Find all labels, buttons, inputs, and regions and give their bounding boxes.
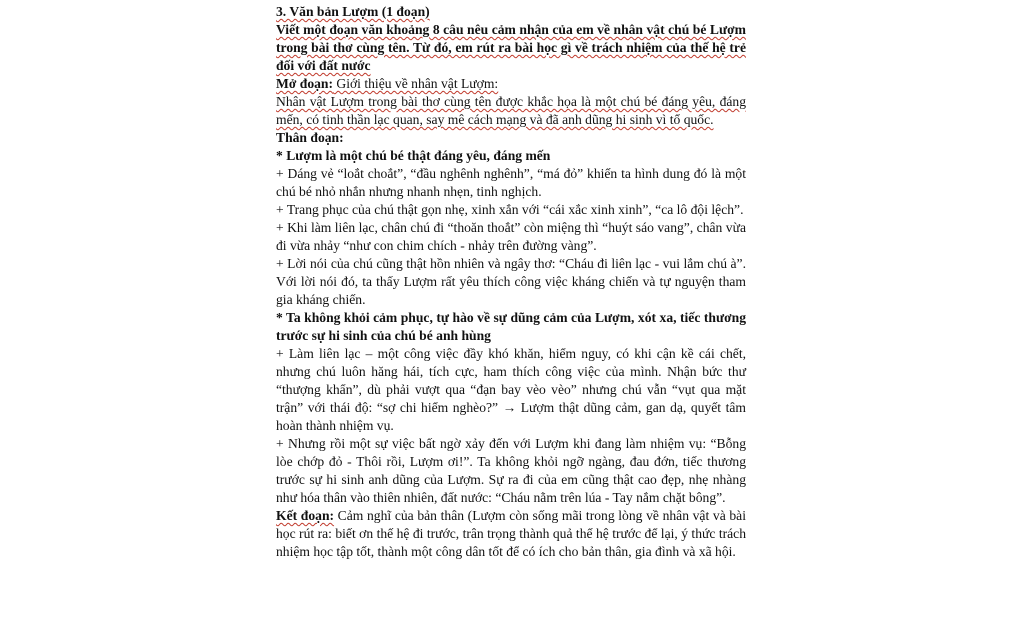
- point2-item: + Nhưng rồi một sự việc bất ngờ xảy đến với Lượm khi đang làm nhiệm vụ: “Bỗng lòe chớp đỏ - Thôi rồi, Lượm ơi!”. Ta không khỏi ngỡ ngàng, đau đớn, tiếc thương trước sự hi sinh anh dũng của Lượm. Sự ra đi của em cũng thật cao đẹp, nhẹ nhàng như hóa thân vào thiên nhiên, đất nước: “Cháu nằm trên lúa - Tay nắm chặt bông”.: [276, 436, 746, 505]
- point1-item: + Dáng vẻ “loắt choắt”, “đầu nghênh nghênh”, “má đỏ” khiến ta hình dung đó là một chú bé nhỏ nhắn nhưng nhanh nhẹn, tinh nghịch.: [276, 166, 746, 199]
- conclusion-text: Cảm nghĩ của bản thân (Lượm còn sống mãi trong lòng về nhân vật và bài học rút ra: biết ơn thế hệ đi trước, trân trọng thành quả thế hệ trước để lại, ý thức trách nhiệm học tập tốt, thành một công dân tốt để có ích cho bản thân, gia đình và xã hội.: [276, 508, 746, 559]
- point1-item: + Lời nói của chú cũng thật hồn nhiên và ngây thơ: “Cháu đi liên lạc - vui lắm chú à”. Với lời nói đó, ta thấy Lượm rất yêu thích công việc kháng chiến và tự nguyện tham gia kháng chiến.: [276, 256, 746, 307]
- point1-heading: * Lượm là một chú bé thật đáng yêu, đáng mến: [276, 148, 551, 163]
- document-page: [276, 3, 746, 561]
- point2-heading: * Ta không khỏi cảm phục, tự hào về sự dũng cảm của Lượm, xót xa, tiếc thương trước sự hi sinh của chú bé anh hùng: [276, 310, 746, 343]
- essay-prompt: Viết một đoạn văn khoảng 8 câu nêu cảm nhận của em về nhân vật chú bé Lượm trong bài thơ cùng tên. Từ đó, em rút ra bài học gì về trách nhiệm của thế hệ trẻ đối với đất nước: [276, 22, 746, 73]
- section-title: 3. Văn bản Lượm (1 đoạn): [276, 4, 430, 19]
- conclusion-line: [276, 507, 746, 561]
- intro-label: Mở đoạn:: [276, 76, 333, 91]
- body-label: Thân đoạn:: [276, 130, 344, 145]
- intro-body: Nhân vật Lượm trong bài thơ cùng tên được khắc họa là một chú bé đáng yêu, đáng mến, có tinh thần lạc quan, say mê cách mạng và đã anh dũng hi sinh vì tổ quốc.: [276, 94, 746, 127]
- point2-item: + Làm liên lạc – một công việc đầy khó khăn, hiểm nguy, có khi cận kề cái chết, nhưng chú luôn hăng hái, tích cực, ham thích công việc của mình. Nhận bức thư “thượng khẩn”, dù phải vượt qua “đạn bay vèo vèo” nhưng chú vẫn “vụt qua mặt trận” với thái độ: “sợ chi hiểm nghèo?” → Lượm thật dũng cảm, gan dạ, quyết tâm hoàn thành nhiệm vụ.: [276, 346, 746, 433]
- intro-text: Giới thiệu về nhân vật Lượm:: [333, 76, 499, 91]
- intro-line: [276, 75, 746, 93]
- conclusion-label: Kết đoạn:: [276, 508, 335, 523]
- point1-item: + Trang phục của chú thật gọn nhẹ, xinh xắn với “cái xắc xinh xinh”, “ca lô đội lệch”.: [276, 202, 744, 217]
- point1-item: + Khi làm liên lạc, chân chú đi “thoăn thoắt” còn miệng thì “huýt sáo vang”, chân vừa đi vừa nhảy “như con chim chích - nhảy trên đường vàng”.: [276, 220, 746, 253]
